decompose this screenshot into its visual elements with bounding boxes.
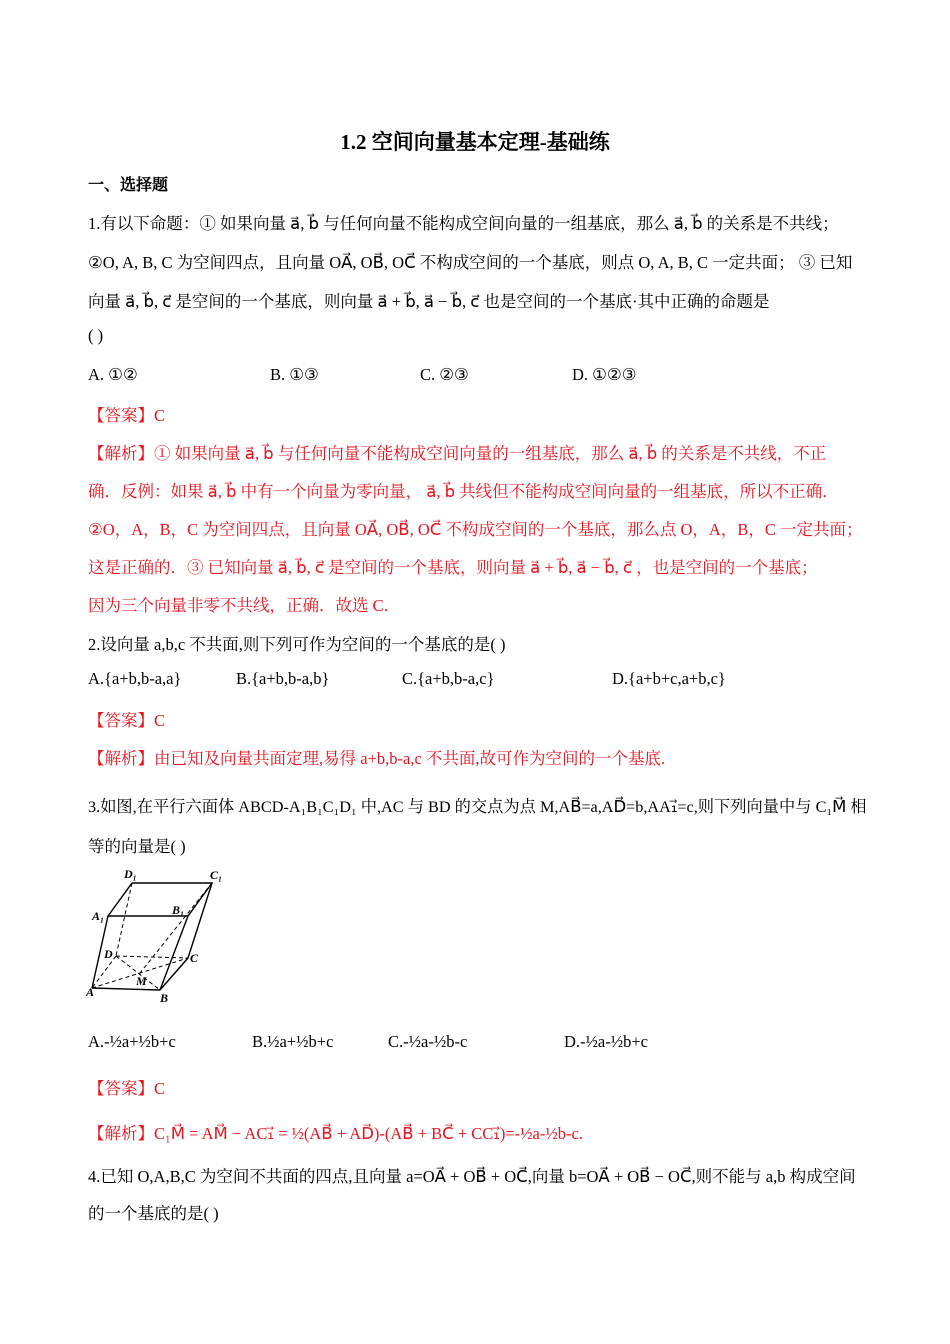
q2-option-c: C.{a+b,b-a,c}	[402, 669, 495, 688]
label-b: B	[160, 991, 169, 1005]
q1-line-4: ( )	[88, 326, 104, 345]
q2-analysis: 【解析】由已知及向量共面定理,易得 a+b,b-a,c 不共面,故可作为空间的一个基底.	[88, 749, 666, 768]
edge-b1b	[160, 916, 188, 990]
edge-c1c	[188, 883, 212, 958]
section-heading: 一、选择题	[88, 177, 169, 194]
q2-line-1: 2.设向量 a,b,c 不共面,则下列可作为空间的一个基底的是( )	[88, 635, 506, 654]
label-d: D	[104, 947, 113, 961]
q3-option-a: A.-½a+½b+c	[88, 1032, 176, 1051]
q3-option-b: B.½a+½b+c	[252, 1032, 334, 1051]
q4-line-2: 的一个基底的是( )	[88, 1204, 219, 1223]
q1-option-c: C. ②③	[420, 365, 469, 384]
q3-analysis: 【解析】C₁M⃗ = AM⃗ − AC₁⃗ = ½(AB⃗ + AD⃗)-(AB⃗ + BC⃗ + CC₁⃗)=-½a-½b-c.	[88, 1124, 583, 1143]
q1-line-2: ②O, A, B, C 为空间四点，且向量 OA⃗, OB⃗, OC⃗ 不构成空间的一个基底，则点 O, A, B, C 一定共面； ③ 已知	[88, 253, 853, 272]
label-c1: C₁	[210, 868, 223, 882]
q1-analysis-line-1: 【解析】① 如果向量 a⃗, b⃗ 与任何向量不能构成空间向量的一组基底，那么 a⃗, b⃗ 的关系是不共线，不正	[88, 444, 827, 463]
label-b1: B₁	[172, 903, 185, 917]
q3-line-1: 3.如图,在平行六面体 ABCD-A₁B₁C₁D₁ 中,AC 与 BD 的交点为点 M,AB⃗=a,AD⃗=b,AA₁⃗=c,则下列向量中与 C₁M⃗ 相	[88, 798, 867, 816]
q1-analysis-line-3: ②O，A，B，C 为空间四点，且向量 OA⃗, OB⃗, OC⃗ 不构成空间的一个基底，那么点 O，A，B，C 一定共面；	[88, 520, 863, 539]
q2-option-a: A.{a+b,b-a,a}	[88, 669, 182, 688]
segment-c1m	[140, 883, 212, 973]
label-a1: A₁	[92, 909, 105, 923]
q1-line-1: 1.有以下命题：① 如果向量 a⃗, b⃗ 与任何向量不能构成空间向量的一组基底，那么 a⃗, b⃗ 的关系是不共线；	[88, 214, 839, 233]
label-c: C	[190, 951, 199, 965]
q2-option-b: B.{a+b,b-a,b}	[236, 669, 330, 688]
q3-option-d: D.-½a-½b+c	[564, 1032, 648, 1051]
q1-answer: 【答案】C	[88, 406, 166, 425]
parallelepiped-figure	[86, 868, 236, 1008]
q1-line-3: 向量 a⃗, b⃗, c⃗ 是空间的一个基底，则向量 a⃗ + b⃗, a⃗ − b⃗, c⃗ 也是空间的一个基底·其中正确的命题是	[88, 292, 770, 311]
q2-option-d: D.{a+b+c,a+b,c}	[612, 669, 726, 688]
label-m: M	[136, 974, 147, 988]
q1-analysis-line-2: 确．反例：如果 a⃗, b⃗ 中有一个向量为零向量， a⃗, b⃗ 共线但不能构成空间向量的一组基底，所以不正确．	[88, 482, 839, 501]
q1-analysis-line-4: 这是正确的．③ 已知向量 a⃗, b⃗, c⃗ 是空间的一个基底，则向量 a⃗ + b⃗, a⃗ − b⃗, c⃗ ，也是空间的一个基底；	[88, 558, 818, 577]
q3-answer: 【答案】C	[88, 1079, 166, 1098]
q2-answer: 【答案】C	[88, 711, 166, 730]
q4-line-1: 4.已知 O,A,B,C 为空间不共面的四点,且向量 a=OA⃗ + OB⃗ + OC⃗,向量 b=OA⃗ + OB⃗ − OC⃗,则不能与 a,b 构成空间	[88, 1167, 856, 1186]
q1-option-b: B. ①③	[270, 365, 319, 384]
edge-dc-hidden	[116, 956, 188, 958]
q3-option-c: C.-½a-½b-c	[388, 1032, 468, 1051]
figure-top-face	[108, 883, 212, 916]
page-title: 1.2 空间向量基本定理-基础练	[340, 130, 610, 154]
label-a: A	[86, 985, 95, 999]
label-d1: D₁	[124, 868, 137, 881]
q1-option-a: A. ①②	[88, 365, 138, 384]
q1-option-d: D. ①②③	[572, 365, 637, 384]
q3-line-2: 等的向量是( )	[88, 837, 186, 856]
q1-analysis-line-5: 因为三个向量非零不共线，正确．故选 C．	[88, 596, 401, 615]
edge-ab	[92, 988, 160, 990]
